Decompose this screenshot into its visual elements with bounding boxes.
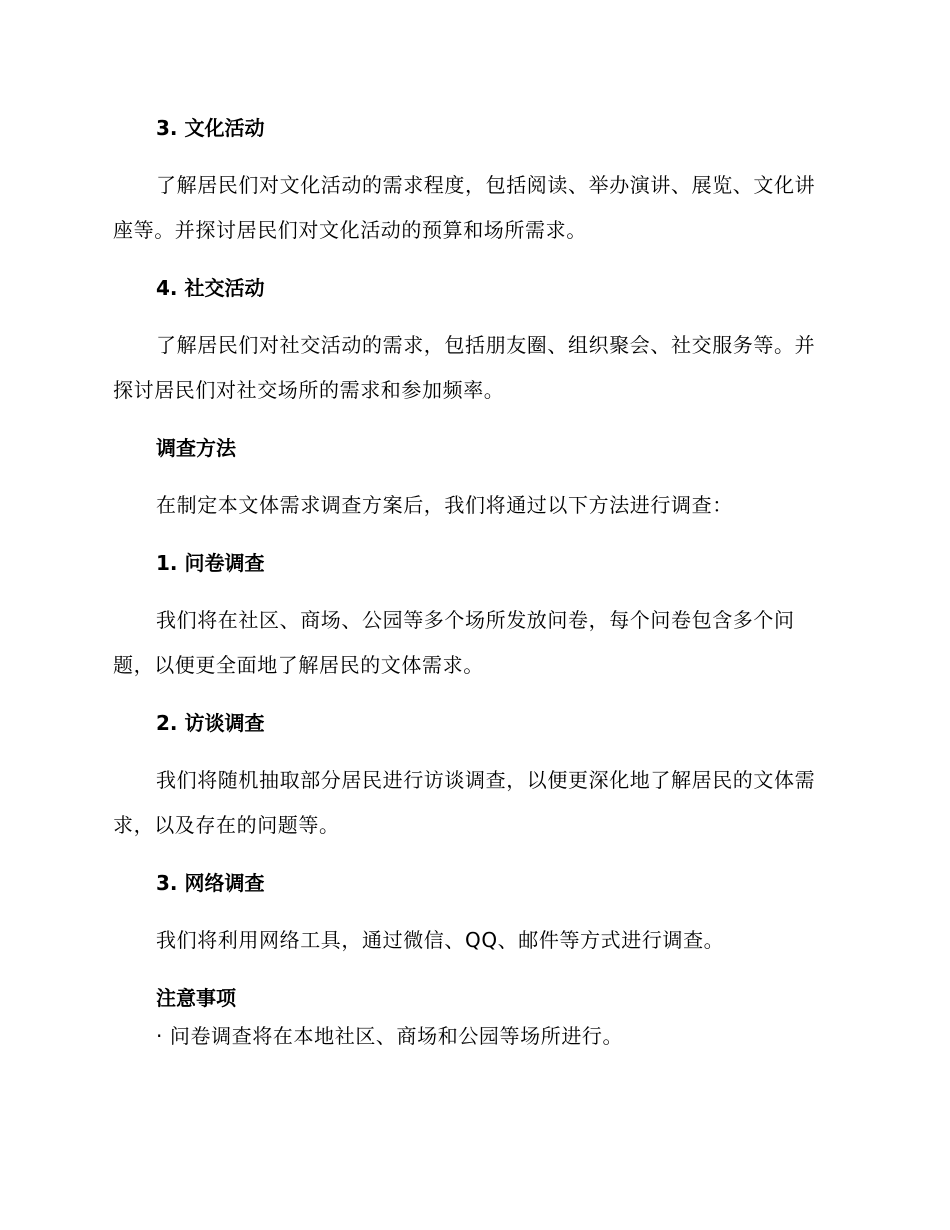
paragraph-social: 了解居民们对社交活动的需求，包括朋友圈、组织聚会、社交服务等。并探讨居民们对社交场所的需求和参加频率。 bbox=[113, 333, 816, 402]
document-page bbox=[113, 112, 829, 1059]
paragraph-questionnaire: 我们将在社区、商场、公园等多个场所发放问卷，每个问卷包含多个问题，以便更全面地了解居民的文体需求。 bbox=[113, 608, 795, 677]
section-heading-methods: 调查方法 bbox=[156, 436, 236, 460]
section-heading-culture: 3. 文化活动 bbox=[156, 116, 265, 140]
paragraph-online: 我们将利用网络工具，通过微信、QQ、邮件等方式进行调查。 bbox=[156, 928, 725, 952]
bullet-item-notes: · 问卷调查将在本地社区、商场和公园等场所进行。 bbox=[156, 1024, 624, 1048]
paragraph-methods-intro: 在制定本文体需求调查方案后，我们将通过以下方法进行调查： bbox=[156, 493, 733, 517]
section-heading-online: 3. 网络调查 bbox=[156, 871, 265, 895]
section-heading-interview: 2. 访谈调查 bbox=[156, 711, 265, 735]
paragraph-interview: 我们将随机抽取部分居民进行访谈调查，以便更深化地了解居民的文体需求，以及存在的问题等。 bbox=[113, 768, 816, 837]
paragraph-culture: 了解居民们对文化活动的需求程度，包括阅读、举办演讲、展览、文化讲座等。并探讨居民们对文化活动的预算和场所需求。 bbox=[113, 173, 816, 242]
section-heading-notes: 注意事项 bbox=[156, 986, 236, 1010]
section-heading-questionnaire: 1. 问卷调查 bbox=[156, 551, 265, 575]
section-heading-social: 4. 社交活动 bbox=[156, 276, 265, 300]
